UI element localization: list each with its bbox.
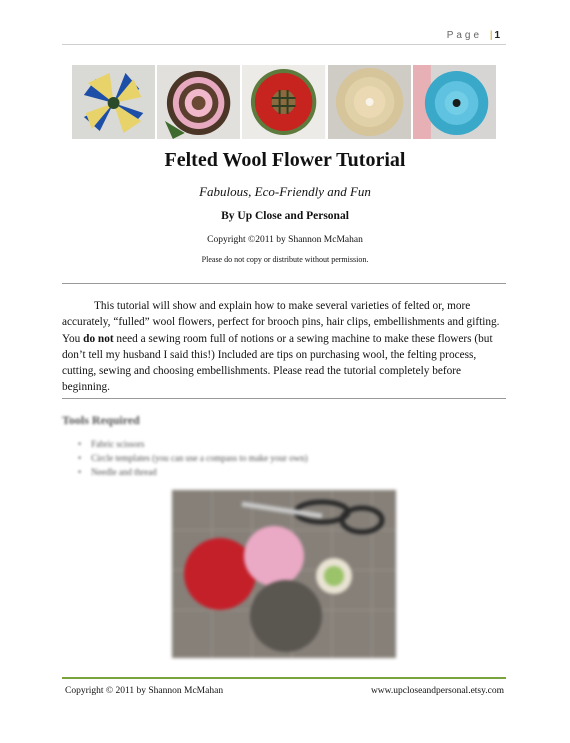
- byline: By Up Close and Personal: [221, 210, 349, 222]
- permission-notice: Please do not copy or distribute without permission.: [201, 255, 369, 264]
- photo-aqua-flower: [413, 65, 496, 139]
- document-subtitle: Fabulous, Eco-Friendly and Fun: [199, 184, 371, 199]
- intro-emphasis: do not: [83, 332, 114, 345]
- footer-copyright: Copyright © 2011 by Shannon McMahan: [65, 686, 224, 696]
- tools-list: [78, 437, 308, 479]
- section-divider-top: [62, 283, 506, 284]
- page-separator: |: [489, 30, 493, 41]
- flower-photo-strip: [72, 65, 496, 139]
- intro-paragraph: [62, 298, 506, 396]
- photo-red-plaid-flower: [242, 65, 325, 139]
- tool-item: • Needle and thread: [78, 465, 308, 479]
- copyright-line: Copyright ©2011 by Shannon McMahan: [207, 235, 363, 245]
- page-label: Page: [446, 30, 483, 41]
- photo-pink-brown-flower: [157, 65, 240, 139]
- header-rule: [62, 44, 506, 45]
- page-number: [447, 30, 500, 41]
- footer-rule: [62, 677, 506, 679]
- page-number-value: 1: [494, 30, 500, 41]
- photo-tan-petal-flower: [328, 65, 411, 139]
- tools-heading: Tools Required: [62, 413, 140, 427]
- intro-text-2: need a sewing room full of notions or a sewing machine to make these flowers (but don’t tell my husband I said this!) Included are tips on purchasing wool, the felting process, cutting, sewing and choosing embellishments. Please read the tutorial completely before beginning.: [62, 332, 493, 394]
- section-divider-bottom: [62, 398, 506, 399]
- photo-blue-yellow-flower: [72, 65, 155, 139]
- footer-website-link[interactable]: www.upcloseandpersonal.etsy.com: [370, 686, 504, 696]
- tools-photo: [172, 490, 396, 658]
- intro-text-1: This tutorial will show and explain how to make several varieties of felted or, more accurately, “fulled” wool flowers, perfect for brooch pins, hair clips, embellishments and gifting. You: [62, 300, 500, 345]
- tool-item: • Fabric scissors: [78, 437, 308, 451]
- document-title: Felted Wool Flower Tutorial: [164, 149, 406, 171]
- tool-item: • Circle templates (you can use a compass to make your own): [78, 451, 308, 465]
